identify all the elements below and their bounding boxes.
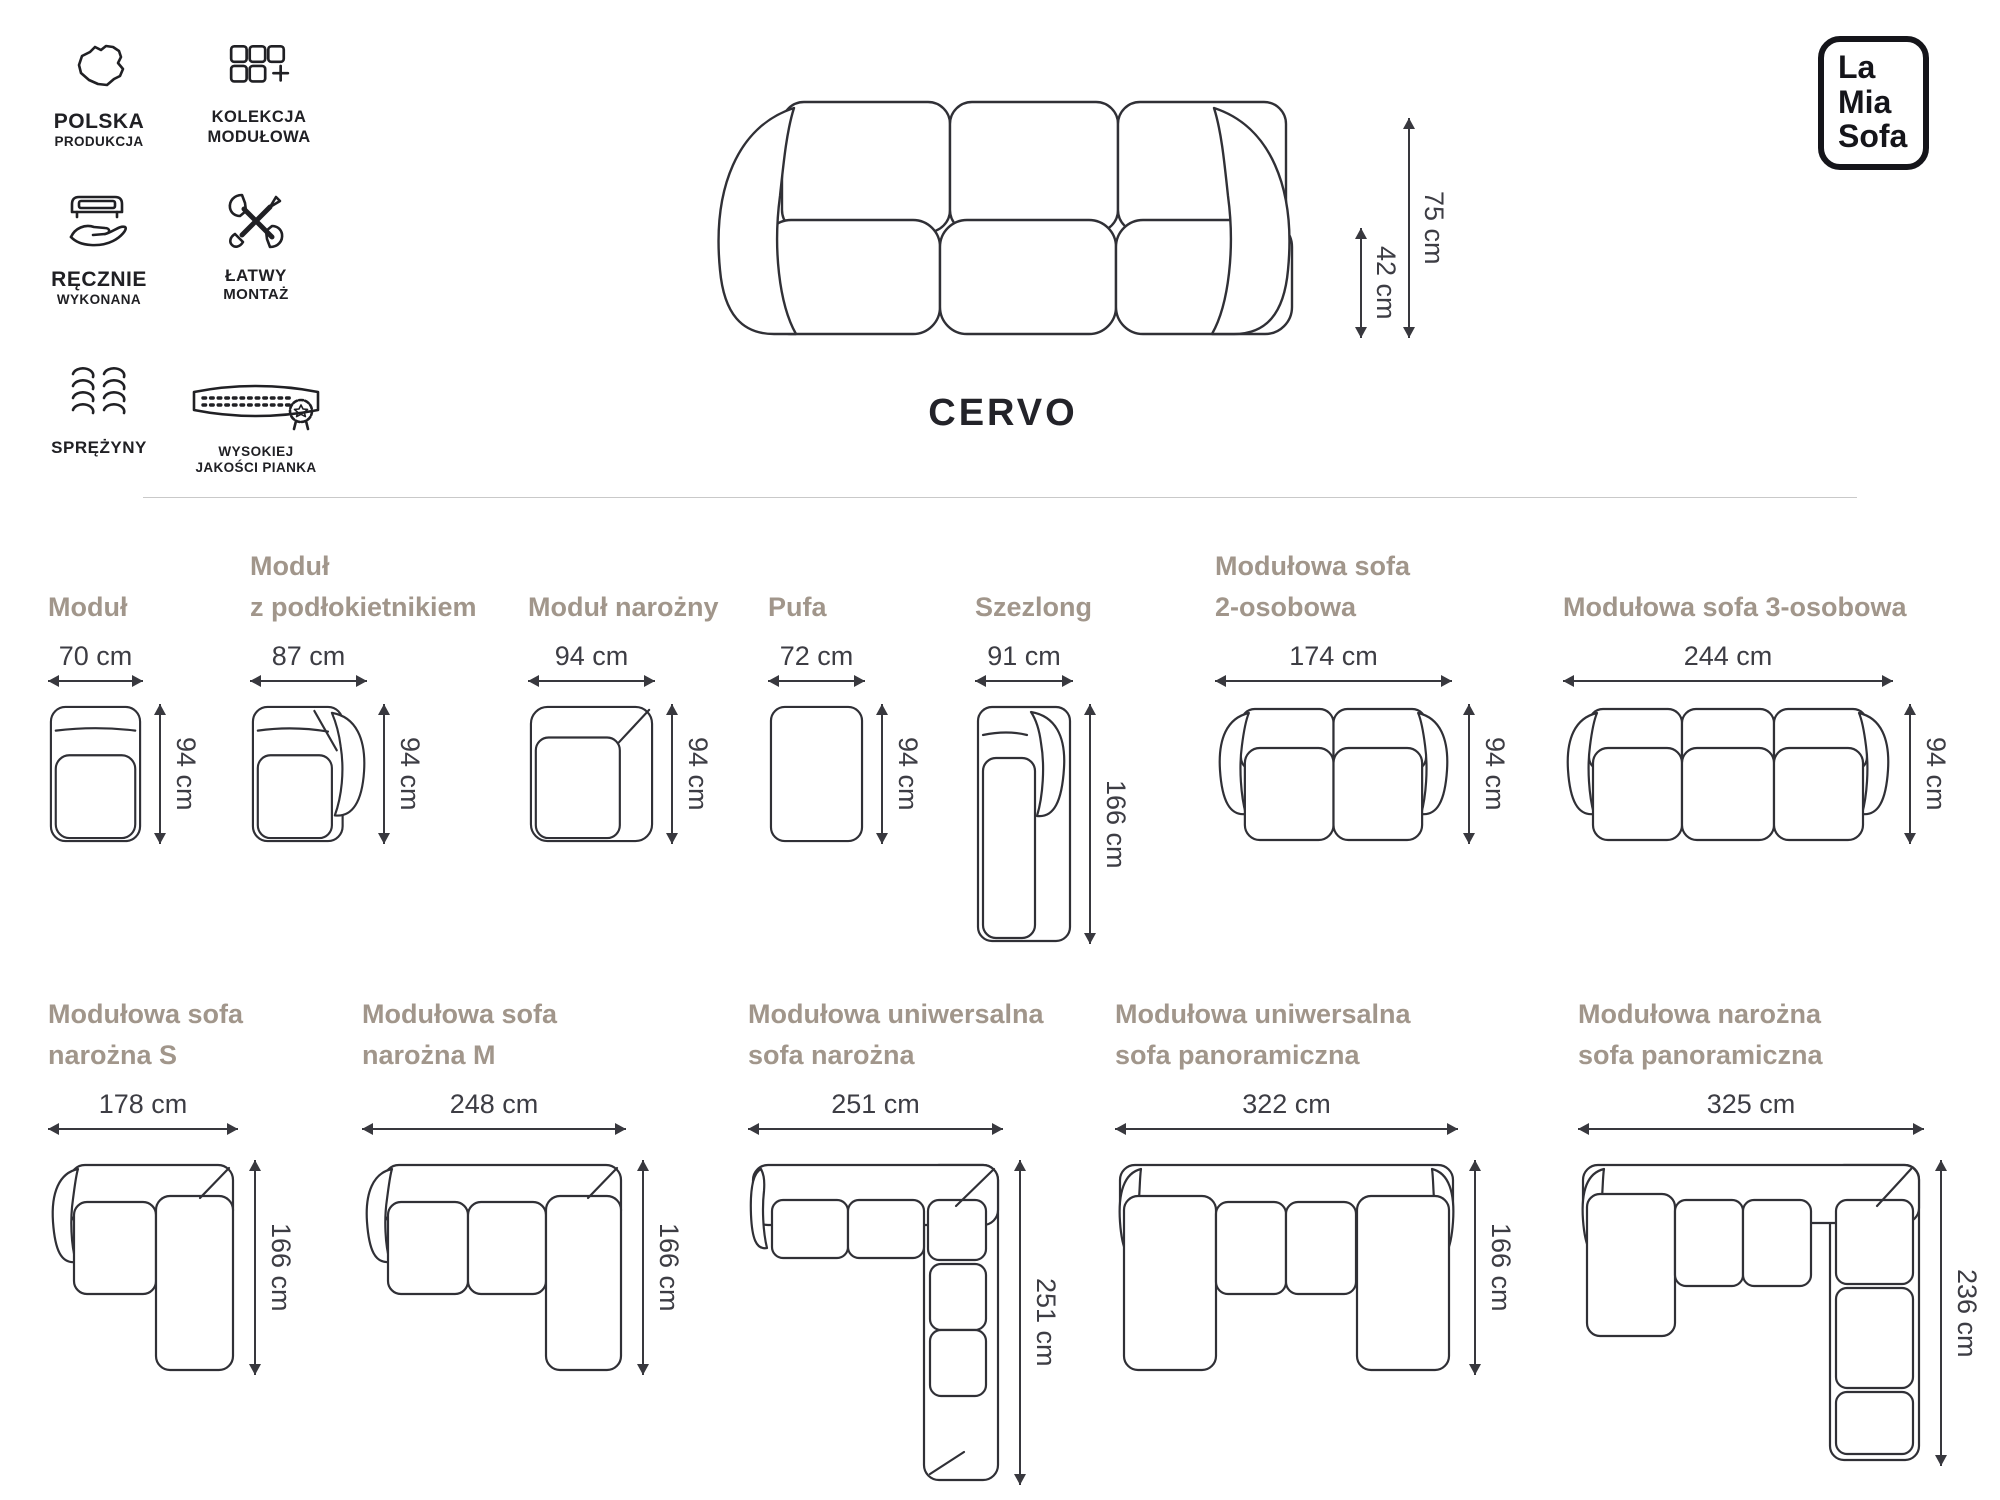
module-name: 2-osobowa: [1215, 591, 1357, 622]
width-dimension: [1563, 641, 1893, 682]
depth-value: 166 cm: [654, 1223, 684, 1312]
product-name: CERVO: [928, 392, 1078, 434]
width-dimension: [48, 641, 143, 682]
seat-height-dimension: [1360, 228, 1401, 338]
module-card-pufa: [768, 543, 923, 844]
total-height-value: 75 cm: [1419, 191, 1449, 265]
width-value: 248 cm: [449, 1089, 539, 1119]
module-name: Moduł: [48, 591, 128, 622]
width-arrow: [528, 680, 655, 682]
width-value: 87 cm: [271, 641, 346, 671]
width-arrow: [1215, 680, 1452, 682]
depth-dimension: [1940, 1160, 1982, 1466]
module-card-narozna-m: [362, 983, 684, 1375]
width-dimension: [48, 1089, 238, 1130]
depth-arrow: [1474, 1160, 1476, 1375]
total-height-dimension: [1408, 118, 1449, 338]
depth-dimension: [1019, 1160, 1061, 1485]
sofa-top-view-drawing: [768, 704, 865, 844]
feature-latwy-montaz: [186, 188, 326, 304]
depth-arrow: [642, 1160, 644, 1375]
feature-polska-produkcja: [40, 38, 158, 151]
width-arrow: [748, 1128, 1003, 1130]
module-name: Modułowa uniwersalna: [1115, 999, 1411, 1029]
feature-title: SPRĘŻYNY: [51, 438, 147, 457]
seat-height-arrow: [1360, 228, 1362, 338]
width-value: 244 cm: [1683, 641, 1773, 671]
depth-dimension: [671, 704, 713, 844]
width-dimension: [528, 641, 655, 682]
depth-dimension: [1909, 704, 1951, 844]
feature-recznie-wykonana: [40, 190, 158, 309]
width-value: 251 cm: [831, 1089, 920, 1119]
depth-arrow: [1940, 1160, 1942, 1466]
module-card-modul: [48, 543, 201, 844]
width-dimension: [1215, 641, 1452, 682]
width-arrow: [1115, 1128, 1458, 1130]
depth-value: 166 cm: [266, 1223, 296, 1312]
module-name: narożna S: [48, 1039, 178, 1070]
depth-value: 94 cm: [683, 737, 713, 811]
module-name: Szezlong: [975, 591, 1093, 622]
depth-value: 94 cm: [171, 737, 201, 811]
module-card-narozna-panoramiczna: [1578, 983, 1982, 1466]
depth-value: 94 cm: [1480, 737, 1510, 811]
width-dimension: [362, 1089, 626, 1130]
feature-kolekcja-modulowa: [178, 40, 340, 148]
depth-value: 94 cm: [1921, 737, 1951, 811]
width-dimension: [768, 641, 865, 682]
depth-value: 251 cm: [1031, 1278, 1061, 1367]
depth-value: 94 cm: [893, 737, 923, 811]
width-dimension: [1578, 1089, 1924, 1130]
module-name: sofa panoramiczna: [1115, 1039, 1360, 1070]
depth-arrow: [1909, 704, 1911, 844]
brand-logo-line: Mia: [1838, 83, 1892, 120]
width-value: 70 cm: [58, 641, 133, 671]
width-arrow: [362, 1128, 626, 1130]
feature-wysokiej-jakosci-pianka: [172, 378, 340, 476]
module-name: z podłokietnikiem: [250, 591, 477, 622]
module-name: Modułowa sofa: [48, 999, 243, 1029]
depth-dimension: [881, 704, 923, 844]
depth-value: 94 cm: [395, 737, 425, 811]
crossed-tools-icon: [224, 188, 288, 259]
width-value: 322 cm: [1242, 1089, 1331, 1119]
module-name: Modułowa sofa: [362, 999, 557, 1029]
poland-map-icon: [67, 38, 131, 103]
feature-title: ŁATWY: [225, 266, 287, 285]
sofa-top-view-drawing: [748, 1160, 1003, 1485]
seat-height-value: 42 cm: [1371, 246, 1401, 320]
module-name: Modułowa uniwersalna: [748, 999, 1044, 1029]
feature-title: POLSKA: [53, 110, 145, 133]
module-name: Pufa: [768, 591, 827, 622]
width-value: 94 cm: [554, 641, 629, 671]
module-name: Modułowa sofa: [1215, 551, 1410, 581]
sofa-top-view-drawing: [362, 1160, 626, 1375]
sofa-top-view-drawing: [975, 704, 1073, 944]
hand-sofa-icon: [65, 190, 133, 261]
width-arrow: [975, 680, 1073, 682]
depth-dimension: [642, 1160, 684, 1375]
feature-subtitle: PRODUKCJA: [54, 134, 144, 150]
width-dimension: [975, 641, 1073, 682]
width-dimension: [250, 641, 367, 682]
module-name: Modułowa narożna: [1578, 999, 1821, 1029]
depth-dimension: [254, 1160, 296, 1375]
width-value: 178 cm: [98, 1089, 188, 1119]
module-name: sofa narożna: [748, 1039, 915, 1070]
sofa-front-view-drawing: [678, 92, 1330, 338]
feature-subtitle: JAKOŚCI PIANKA: [195, 459, 317, 475]
depth-dimension: [383, 704, 425, 844]
depth-arrow: [671, 704, 673, 844]
sofa-top-view-drawing: [1115, 1160, 1458, 1375]
feature-sprezyny: [42, 362, 156, 458]
width-value: 72 cm: [779, 641, 854, 671]
width-arrow: [1563, 680, 1893, 682]
depth-arrow: [1019, 1160, 1021, 1485]
module-card-uniwersalna-narozna: [748, 983, 1061, 1485]
width-arrow: [48, 1128, 238, 1130]
module-name: Modułowa sofa 3-osobowa: [1563, 591, 1907, 622]
module-name: Moduł: [250, 551, 330, 581]
depth-arrow: [1089, 704, 1091, 944]
feature-subtitle: WYKONANA: [56, 292, 142, 308]
width-value: 325 cm: [1706, 1089, 1796, 1119]
module-card-sofa-3-osobowa: [1563, 543, 1951, 844]
brand-logo: [1818, 36, 1929, 170]
width-value: 174 cm: [1289, 641, 1378, 671]
springs-icon: [63, 362, 135, 431]
sofa-top-view-drawing: [1215, 704, 1452, 844]
feature-title: KOLEKCJA: [211, 108, 307, 126]
feature-subtitle: MONTAŻ: [223, 285, 289, 303]
module-grid-icon: [226, 40, 292, 101]
module-card-modul-z-podlokietnikiem: [250, 543, 477, 844]
width-dimension: [748, 1089, 1003, 1130]
depth-arrow: [159, 704, 161, 844]
sofa-top-view-drawing: [1563, 704, 1893, 844]
module-card-narozna-s: [48, 983, 296, 1375]
sofa-top-view-drawing: [48, 704, 143, 844]
depth-dimension: [1474, 1160, 1516, 1375]
module-name: Moduł narożny: [528, 591, 719, 622]
width-dimension: [1115, 1089, 1458, 1130]
depth-dimension: [1468, 704, 1510, 844]
feature-subtitle: MODUŁOWA: [207, 127, 311, 146]
module-name: narożna M: [362, 1039, 496, 1070]
sofa-top-view-drawing: [528, 704, 655, 844]
width-arrow: [48, 680, 143, 682]
depth-value: 166 cm: [1101, 779, 1131, 869]
total-height-arrow: [1408, 118, 1410, 338]
brand-logo-line: Sofa: [1838, 118, 1908, 155]
module-name: sofa panoramiczna: [1578, 1039, 1823, 1070]
module-card-modul-narozny: [528, 543, 719, 844]
width-arrow: [250, 680, 367, 682]
depth-arrow: [1468, 704, 1470, 844]
brand-logo-line: La: [1838, 49, 1876, 85]
sofa-top-view-drawing: [250, 704, 367, 844]
feature-title: RĘCZNIE: [51, 268, 147, 291]
module-card-sofa-2-osobowa: [1215, 543, 1510, 844]
section-divider: [143, 497, 1857, 498]
module-card-szezlong: [975, 543, 1131, 944]
width-arrow: [768, 680, 865, 682]
sofa-top-view-drawing: [48, 1160, 238, 1375]
depth-dimension: [1089, 704, 1131, 944]
sofa-top-view-drawing: [1578, 1160, 1924, 1466]
depth-arrow: [383, 704, 385, 844]
depth-arrow: [881, 704, 883, 844]
width-value: 91 cm: [987, 641, 1061, 671]
feature-title: WYSOKIEJ: [218, 444, 294, 459]
foam-badge-icon: [186, 378, 326, 437]
depth-arrow: [254, 1160, 256, 1375]
depth-dimension: [159, 704, 201, 844]
module-card-uniwersalna-panoramiczna: [1115, 983, 1516, 1375]
depth-value: 166 cm: [1486, 1223, 1516, 1312]
width-arrow: [1578, 1128, 1924, 1130]
depth-value: 236 cm: [1952, 1268, 1982, 1358]
